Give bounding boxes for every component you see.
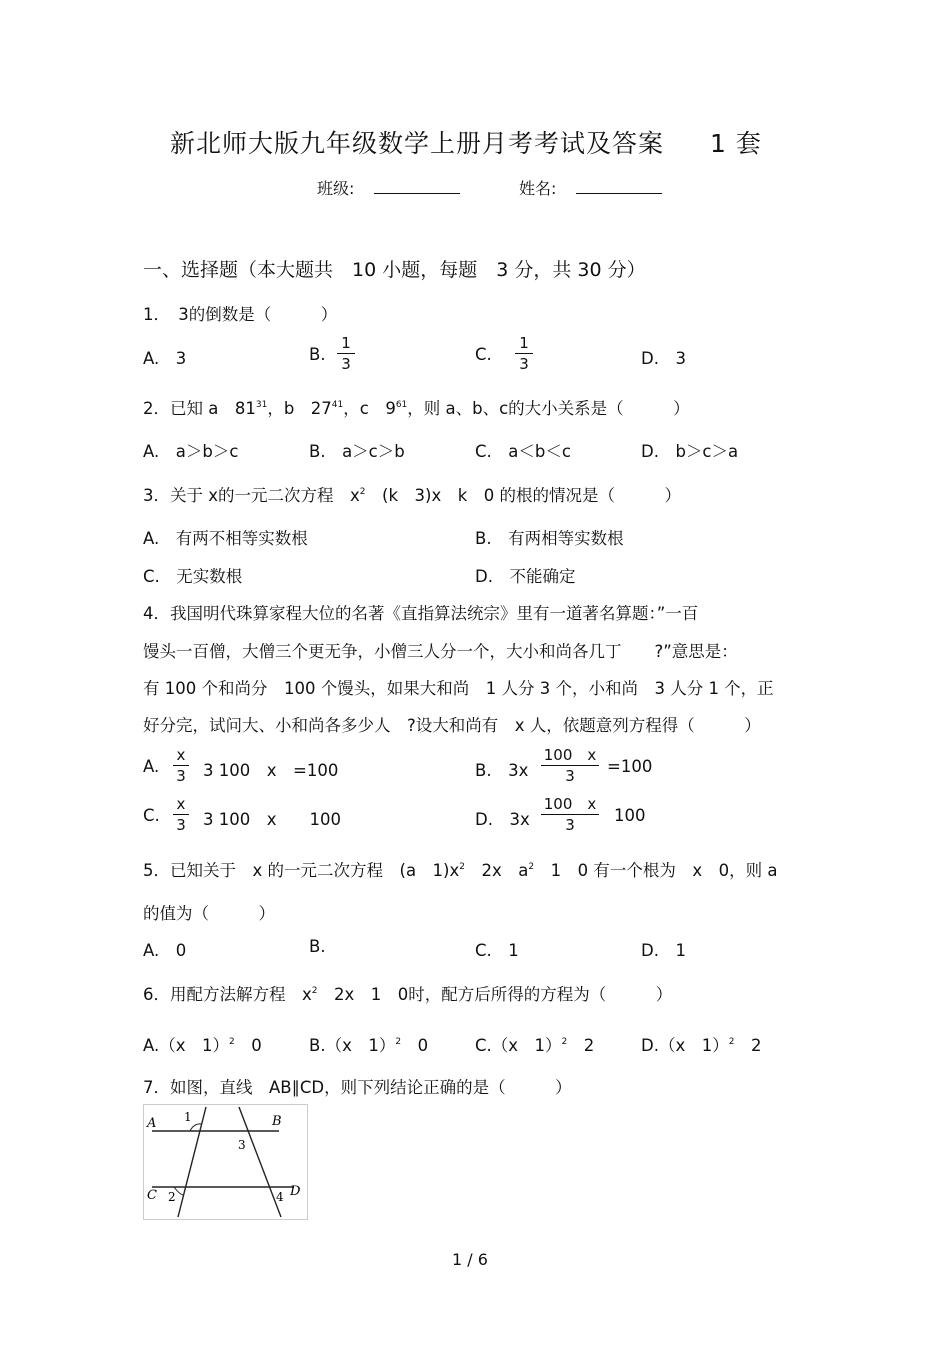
- text: 2．已知 a 81: [143, 399, 256, 418]
- q2-option-d[interactable]: D. b＞c＞a: [641, 442, 739, 461]
- q4-d-rest: 100: [614, 806, 646, 825]
- q2-option-a[interactable]: A. a＞b＞c: [143, 442, 239, 461]
- q4-line-3: 有 100 个和尚分 100 个馒头，如果大和尚 1 人分 3 个，小和尚 3 人分 1 个，正: [143, 679, 774, 698]
- text: ，c 9: [343, 399, 396, 418]
- text: D.（x 1）: [641, 1036, 729, 1055]
- text: A.（x 1）: [143, 1036, 230, 1055]
- denominator: 3: [565, 816, 575, 834]
- exponent: 2: [459, 862, 465, 872]
- q4-line-2: 馒头一百僧，大僧三个更无争，小僧三人分一个，大小和尚各几丁 ?”意思是：: [143, 642, 738, 661]
- angle-label-4: 4: [276, 1190, 284, 1204]
- option-letter: B.: [309, 345, 326, 364]
- label-a: A: [147, 1116, 157, 1131]
- q6-option-b[interactable]: [309, 1032, 428, 1056]
- angle-label-1: 1: [184, 1110, 192, 1124]
- q4-c-fraction: [173, 796, 189, 833]
- text: ，b 27: [267, 399, 332, 418]
- text: B.（x 1）: [309, 1036, 396, 1055]
- option-letter: A.: [143, 757, 160, 776]
- q4-option-c[interactable]: [143, 806, 160, 825]
- denominator: 3: [565, 767, 575, 785]
- q4-a-fraction: [173, 747, 189, 784]
- option-letter: D.: [475, 810, 493, 829]
- label-b: B: [272, 1114, 282, 1129]
- text: 6．用配方法解方程 x: [143, 985, 312, 1004]
- q4-option-d[interactable]: [475, 806, 530, 830]
- q6-option-c[interactable]: [475, 1032, 594, 1056]
- text: 3x: [508, 761, 529, 780]
- option-value: 3: [675, 349, 686, 368]
- q6-option-d[interactable]: [641, 1032, 761, 1056]
- option-letter: C.: [143, 806, 160, 825]
- q3-option-c[interactable]: C. 无实数根: [143, 567, 243, 586]
- exponent: 2: [395, 1037, 402, 1047]
- q1-option-b[interactable]: [309, 345, 326, 364]
- q4-line-1: 4．我国明代珠算家程大位的名著《直指算法统宗》里有一道著名算题：”一百: [143, 604, 699, 623]
- q1-option-d[interactable]: [641, 345, 686, 369]
- q1-option-a[interactable]: [143, 345, 186, 369]
- text: 2x a: [465, 861, 529, 880]
- name-field: [519, 176, 662, 199]
- numerator: x: [176, 746, 186, 764]
- text: C.（x 1）: [475, 1036, 562, 1055]
- text: (k 3)x k 0 的根的情况是（ ）: [365, 486, 682, 505]
- text: 2: [567, 1036, 595, 1055]
- text: 2: [734, 1036, 762, 1055]
- q6-option-a[interactable]: [143, 1032, 262, 1056]
- q2-stem: [143, 395, 690, 419]
- q4-a-rest: 3 100 x =100: [203, 761, 339, 780]
- name-blank[interactable]: [576, 179, 662, 194]
- angle-label-3: 3: [238, 1138, 246, 1152]
- parallel-lines-figure: [143, 1104, 308, 1220]
- denominator: 3: [519, 355, 529, 373]
- label-d: D: [290, 1184, 301, 1199]
- text: 1 0 有一个根为 x 0，则 a: [534, 861, 778, 880]
- text: 2x 1 0时，配方后所得的方程为（ ）: [317, 985, 673, 1004]
- option-letter: D.: [641, 349, 659, 368]
- title-main: 新北师大版九年级数学上册月考考试及答案: [170, 129, 665, 158]
- q4-b-rest: =100: [607, 757, 653, 776]
- exponent: 61: [395, 400, 408, 410]
- q4-c-rest: 3 100 x 100: [203, 810, 341, 829]
- exponent: 2: [728, 1037, 735, 1047]
- text: 3．关于 x的一元二次方程 x: [143, 486, 360, 505]
- numerator: 1: [341, 334, 351, 352]
- section-heading: 一、选择题（本大题共 10 小题，每题 3 分，共 30 分）: [143, 259, 646, 281]
- option-value: 3: [175, 349, 187, 368]
- angle-label-2: 2: [168, 1190, 176, 1204]
- numerator: x: [176, 795, 186, 813]
- q1-stem: 1． 3的倒数是（ ）: [143, 305, 338, 324]
- q3-option-a[interactable]: A. 有两不相等实数根: [143, 529, 308, 548]
- q7-stem: 7．如图，直线 AB∥CD，则下列结论正确的是（ ）: [143, 1078, 572, 1097]
- exponent: 2: [561, 1037, 568, 1047]
- text: ，则 a、b、c的大小关系是（ ）: [407, 399, 690, 418]
- exponent: 2: [311, 986, 318, 996]
- class-label: 班级:: [317, 179, 355, 198]
- exponent: 31: [255, 400, 268, 410]
- q2-option-b[interactable]: B. a＞c＞b: [309, 442, 405, 461]
- q4-line-4: 好分完，试问大、小和尚各多少人 ?设大和尚有 x 人，依题意列方程得（ ）: [143, 716, 761, 735]
- exponent: 2: [359, 487, 366, 497]
- exponent: 2: [229, 1037, 235, 1047]
- text: 3x: [509, 810, 530, 829]
- q2-option-c[interactable]: C. a＜b＜c: [475, 442, 571, 461]
- denominator: 3: [176, 816, 186, 834]
- q3-stem: [143, 482, 681, 506]
- numerator: 100 x: [543, 795, 597, 813]
- q4-b-fraction: [541, 747, 599, 784]
- figure-svg: [144, 1105, 307, 1219]
- text: 5．已知关于 x 的一元二次方程 (a 1)x: [143, 861, 460, 880]
- q3-option-d[interactable]: D. 不能确定: [475, 567, 576, 586]
- q1-option-c[interactable]: [475, 345, 492, 364]
- class-blank[interactable]: [374, 179, 460, 194]
- name-label: 姓名:: [519, 179, 557, 198]
- exponent: 2: [528, 862, 535, 872]
- numerator: 1: [519, 334, 529, 352]
- option-letter: C.: [475, 345, 492, 364]
- title-suffix: 1 套: [710, 129, 762, 158]
- label-c: C: [147, 1188, 157, 1203]
- page-title: [170, 124, 762, 160]
- denominator: 3: [341, 355, 351, 373]
- denominator: 3: [176, 767, 186, 785]
- q5-line-2: 的值为（ ）: [143, 904, 275, 923]
- q4-option-a[interactable]: [143, 757, 159, 776]
- option-letter: B.: [475, 761, 492, 780]
- exponent: 41: [331, 400, 344, 410]
- class-field: [317, 176, 460, 199]
- q5-stem: [143, 857, 777, 881]
- text: 0: [401, 1036, 429, 1055]
- q5-option-c[interactable]: C. 1: [475, 941, 519, 960]
- q5-option-a[interactable]: A. 0: [143, 941, 187, 960]
- q4-option-b[interactable]: [475, 757, 528, 781]
- q1-b-fraction: [337, 335, 355, 372]
- q3-option-b[interactable]: B. 有两相等实数根: [475, 529, 624, 548]
- q4-d-fraction: [541, 796, 599, 833]
- q6-stem: [143, 981, 672, 1005]
- numerator: 100 x: [543, 746, 597, 764]
- q5-option-d[interactable]: D. 1: [641, 941, 686, 960]
- text: 0: [234, 1036, 262, 1055]
- q5-option-b[interactable]: B.: [309, 937, 326, 956]
- q1-c-fraction: [515, 335, 533, 372]
- option-letter: A.: [143, 349, 160, 368]
- page-number: 1 / 6: [452, 1250, 488, 1269]
